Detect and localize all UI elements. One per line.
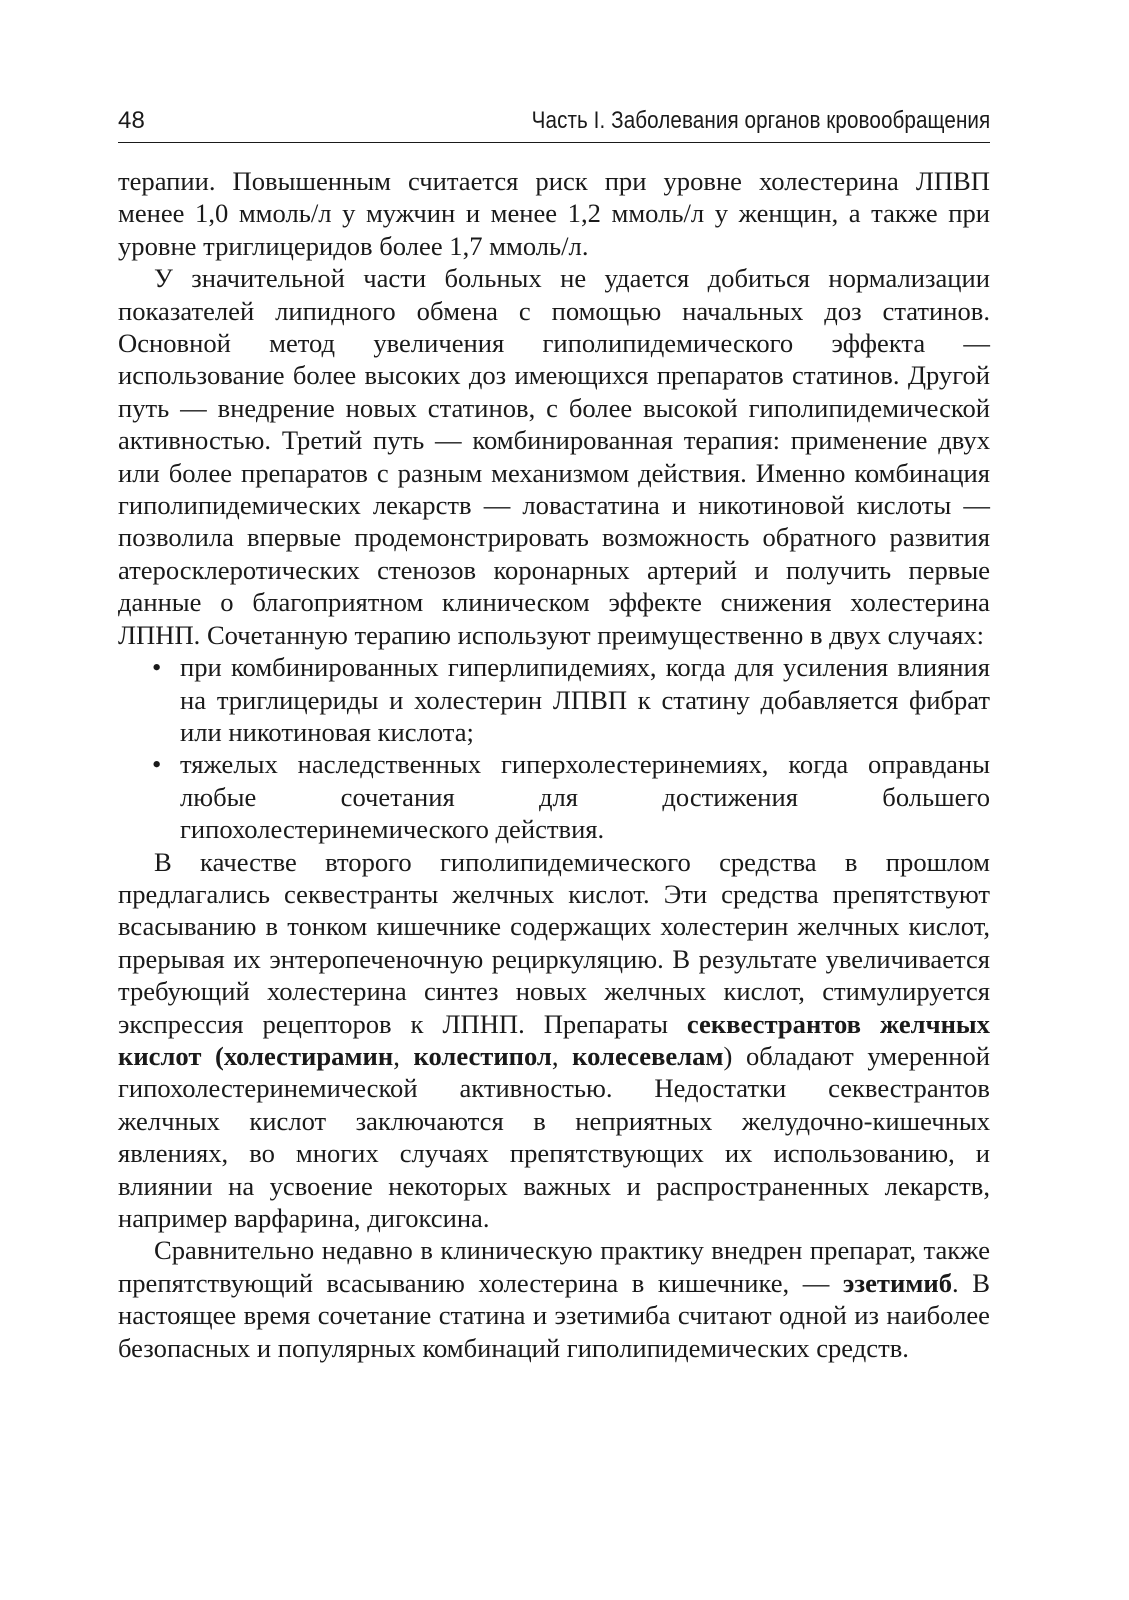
paragraph-3-text: В качестве второго гиполипидемического средства в прошлом предлагались секвестранты желчных кислот. Эти средства препятствуют всасыванию в тонком кишечнике содержащих холестерин желчных кислот, прерывая их энтеропеченочную рециркуляцию. В результате увеличивается требующий холестерина синтез новых желчных кислот, стимулируется экспрессия рецепторов к ЛПНП. Препараты [118,846,990,1039]
paragraph-4 [118,1234,990,1364]
paragraph-4-text: . В настоящее время сочетание статина и эзетимиба считают одной из наиболее безопасных и популярных комбинаций гиполипидемических средств. [118,1267,990,1363]
paragraph-3 [118,846,990,1235]
running-header [118,106,990,143]
page-number: 48 [118,107,145,134]
paragraph-1: терапии. Повышенным считается риск при уровне холестерина ЛПВП менее 1,0 ммоль/л у мужчин и менее 1,2 ммоль/л у женщин, а также при уровне триглицеридов более 1,7 ммоль/л. [118,166,990,261]
bullet-glyph: • [152,749,162,780]
paragraph-3-text: ) обладают умеренной гипохолестеринемической активностью. Недостатки секвестрантов желчных кислот заключаются в неприятных желудочно-кишечных явлениях, во многих случаях препятствующих их использованию, и влиянии на усвоение некоторых важных и распространенных лекарств, например варфарина, дигоксина. [118,1040,991,1233]
paragraph-2: У значительной части больных не удается добиться нормализации показателей липидного обмена с помощью начальных доз статинов. Основной метод увеличения гиполипидемического эффекта — использование более высоких доз имеющихся препаратов статинов. Другой путь — внедрение новых статинов, с более высокой гиполипидемической активностью. Третий путь — комбинированная терапия: применение двух или более препаратов с разным механизмом действия. Именно комбинация гиполипидемических лекарств — ловастатина и никотиновой кислоты — позволила впервые продемонстрировать возможность обратного развития атеросклеротических стенозов коронарных артерий и получить первые данные о благоприятном клиническом эффекте снижения холестерина ЛПНП. Сочетанную терапию используют преимущественно в двух случаях: [118,263,990,650]
paragraph-3-paren-open: ( [201,1040,224,1071]
body-text [118,165,990,1364]
paragraph-3-comma: , [551,1040,573,1071]
paragraph-4-text: Сравнительно недавно в клиническую практику внедрен препарат, также препятствующий всасыванию холестерина в кишечнике, — [118,1235,990,1298]
list-item-text: при комбинированных гиперлипидемиях, когда для усиления влияния на триглицериды и холестерин ЛПВП к статину добавляется фибрат или никотиновая кислота; [180,652,990,747]
list-item-text: тяжелых наследственных гиперхолестеринемиях, когда оправданы любые сочетания для достижения большего гипохолестеринемического действия. [180,749,990,845]
bullet-glyph: • [152,652,162,683]
bullet-list [118,651,990,845]
paragraph-3-comma: , [393,1040,414,1071]
bold-term-colesevelam: колесевелам [572,1040,724,1071]
bold-term-sequestrants: секвестрантов желчных кислот [118,1008,990,1071]
list-item [152,748,990,845]
bold-term-ezetimibe: эзетимиб [842,1267,953,1298]
book-page [118,106,990,1364]
bold-term-cholestyramine: холестирамин [223,1040,394,1071]
section-title: Часть I. Заболевания органов кровообращения [531,107,990,134]
bold-term-colestipol: колестипол [413,1040,552,1071]
list-item [152,651,990,748]
